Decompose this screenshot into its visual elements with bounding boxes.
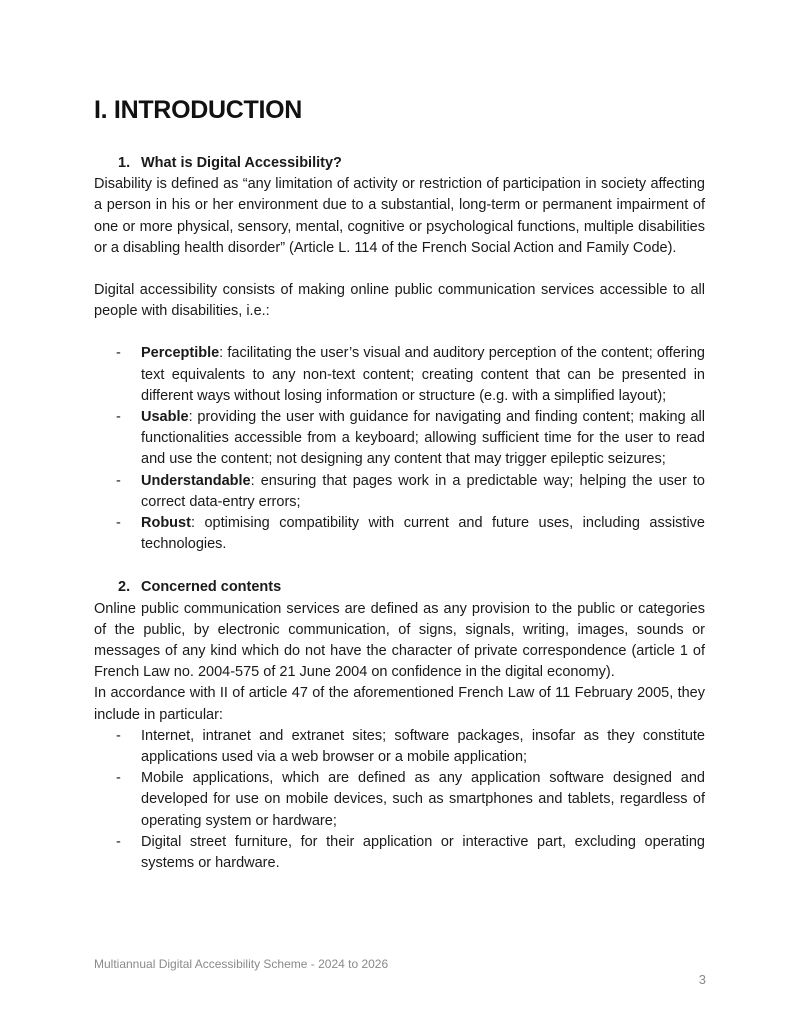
term-robust: Robust bbox=[141, 515, 191, 532]
paragraph-digital-accessibility: Digital accessibility consists of making online public communication services accessible to all people with disabilities, i.e.: bbox=[94, 282, 705, 320]
term-perceptible: Perceptible bbox=[141, 345, 220, 362]
list-item-usable bbox=[94, 407, 705, 471]
dash-bullet: - bbox=[116, 833, 121, 850]
term-usable: Usable bbox=[141, 409, 189, 426]
list-item-text: Mobile applications, which are defined as any application software designed and developed for use on mobile devices, such as smartphones and tablets, regardless of operating system or hardware; bbox=[141, 770, 705, 829]
page-number: 3 bbox=[698, 972, 706, 987]
list-item-text: : ensuring that pages work in a predictable way; helping the user to correct data-entry errors; bbox=[141, 472, 705, 510]
section-heading-2 bbox=[94, 577, 705, 598]
section-title: Concerned contents bbox=[141, 579, 282, 596]
page-content bbox=[94, 94, 705, 874]
list-item-perceptible bbox=[94, 343, 705, 407]
list-item-understandable bbox=[94, 471, 705, 513]
list-item-text: Internet, intranet and extranet sites; software packages, insofar as they constitute applications used via a web browser or a mobile application; bbox=[141, 727, 705, 766]
list-item-street-furniture bbox=[94, 832, 705, 874]
list-item-text: : optimising compatibility with current and future uses, including assistive technologies. bbox=[141, 515, 705, 553]
paragraph-article-47: In accordance with II of article 47 of the aforementioned French Law of 11 February 2005, they include in particular: bbox=[94, 685, 705, 723]
section-heading-1 bbox=[94, 153, 705, 174]
section-number: 1. bbox=[118, 155, 131, 171]
list-item-text: : facilitating the user’s visual and auditory perception of the content; offering text equivalents to any non-text content; creating content that can be presented in different ways without losing information or structure (e.g. with a simplified layout); bbox=[141, 345, 705, 404]
dash-bullet: - bbox=[116, 727, 121, 744]
paragraph-disability-definition: Disability is defined as “any limitation of activity or restriction of participation in society affecting a person in his or her environment due to a substantial, long-term or permanent impairment of one or more physical, sensory, mental, cognitive or psychological functions, multiple disabilities or a disabling health disorder” (Article L. 114 of the French Social Action and Family Code). bbox=[94, 176, 705, 256]
paragraph-online-services: Online public communication services are defined as any provision to the public or categories of the public, by electronic communication, of signs, signals, writing, images, sounds or messages of any kind which do not have the character of private correspondence (article 1 of French Law no. 2004-575 of 21 June 2004 on confidence in the digital economy). bbox=[94, 600, 705, 681]
section-number: 2. bbox=[118, 579, 131, 596]
concerned-contents-list bbox=[94, 726, 705, 874]
list-item-internet-sites bbox=[94, 726, 705, 768]
principles-list bbox=[94, 343, 705, 555]
dash-bullet: - bbox=[116, 770, 121, 787]
list-item-robust bbox=[94, 513, 705, 555]
dash-bullet: - bbox=[116, 345, 121, 362]
list-item-mobile-applications bbox=[94, 768, 705, 832]
dash-bullet: - bbox=[116, 472, 121, 489]
dash-bullet: - bbox=[116, 515, 121, 532]
list-item-text: : providing the user with guidance for navigating and finding content; making all functionalities accessible from a keyboard; allowing sufficient time for the user to read and use the content; not designing any content that may trigger epileptic seizures; bbox=[141, 409, 705, 468]
dash-bullet: - bbox=[116, 409, 121, 426]
page-title: I. INTRODUCTION bbox=[94, 96, 302, 124]
section-title: What is Digital Accessibility? bbox=[141, 155, 342, 171]
page-footer: Multiannual Digital Accessibility Scheme - 2024 to 2026 bbox=[94, 957, 389, 971]
term-understandable: Understandable bbox=[141, 472, 251, 489]
list-item-text: Digital street furniture, for their application or interactive part, excluding operating systems or hardware. bbox=[141, 833, 705, 872]
